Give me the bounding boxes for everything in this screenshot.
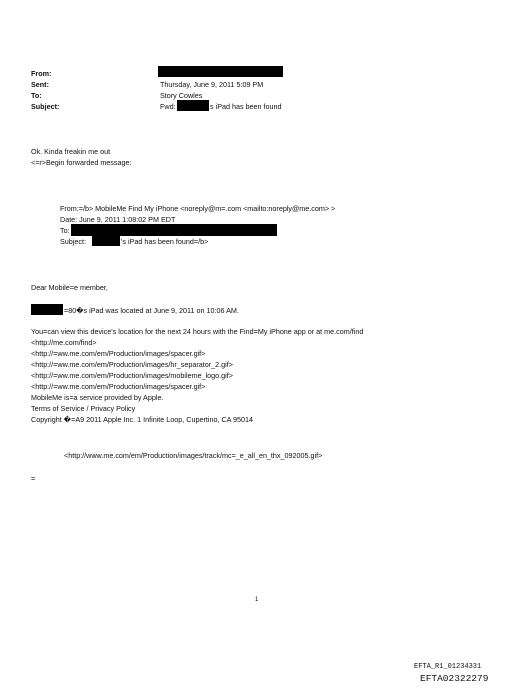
- subject-prefix: Fwd:: [160, 102, 176, 111]
- sent-value: Thursday, June 9, 2011 5:09 PM: [160, 80, 264, 89]
- message-line: <http://=ww.me.com/em/Production/images/hr_separator_2.gif>: [31, 360, 233, 369]
- greeting: Dear Mobile=e member,: [31, 283, 108, 292]
- page-number: 1: [255, 597, 259, 603]
- message-line: <http://=ww.me.com/em/Production/images/mobileme_logo.gif>: [31, 371, 233, 380]
- message-line: <http://=ww.me.com/em/Production/images/spacer.gif>: [31, 382, 206, 391]
- body-line-1: Ok. Kinda freakin me out: [31, 147, 111, 156]
- redaction-subject: [177, 100, 209, 111]
- redaction-from: [158, 66, 283, 77]
- message-line: <http://=ww.me.com/em/Production/images/spacer.gif>: [31, 349, 206, 358]
- forwarded-from-line: From:=/b> MobileMe Find My iPhone <noreply@m=.com <mailto:noreply@me.com> >: [60, 204, 336, 213]
- redaction-located: [31, 304, 63, 315]
- bates-number-small: EFTA_R1_01234331: [414, 663, 482, 671]
- message-line: <http://me.com/find>: [31, 338, 97, 347]
- message-line: MobileMe is=a service provided by Apple.: [31, 393, 164, 402]
- bates-number-large: EFTA02322279: [420, 673, 489, 684]
- message-line: You=can view this device's location for the next 24 hours with the Find=My iPhone app or at me.com/find: [31, 327, 364, 336]
- forwarded-to-label: To:: [60, 226, 70, 235]
- forwarded-subject-suffix: 's iPad has been found=/b>: [121, 237, 209, 246]
- message-line: Copyright �=A9 2011 Apple Inc. 1 Infinite Loop, Cupertino, CA 95014: [31, 415, 254, 424]
- equals-mark: =: [31, 474, 36, 483]
- subject-label: Subject:: [31, 102, 60, 111]
- from-label: From:: [31, 69, 52, 78]
- sent-label: Sent:: [31, 80, 49, 89]
- to-value: Story Cowles: [160, 91, 203, 100]
- tracking-line: <http://www.me.com/em/Production/images/track/mc=_e_all_en_thx_092005.gif>: [64, 451, 323, 460]
- message-line: Terms of Service / Privacy Policy: [31, 404, 136, 413]
- forwarded-subject-label: Subject:: [60, 237, 86, 246]
- located-line: =80�s iPad was located at June 9, 2011 on 10:06 AM.: [64, 306, 239, 315]
- body-line-2: <=r>Begin forwarded message:: [31, 158, 132, 167]
- forwarded-date-line: Date: June 9, 2011 1:08:02 PM EDT: [60, 215, 176, 224]
- to-label: To:: [31, 91, 42, 100]
- redaction-forwarded-subject: [92, 235, 120, 246]
- subject-suffix: s iPad has been found: [210, 102, 282, 111]
